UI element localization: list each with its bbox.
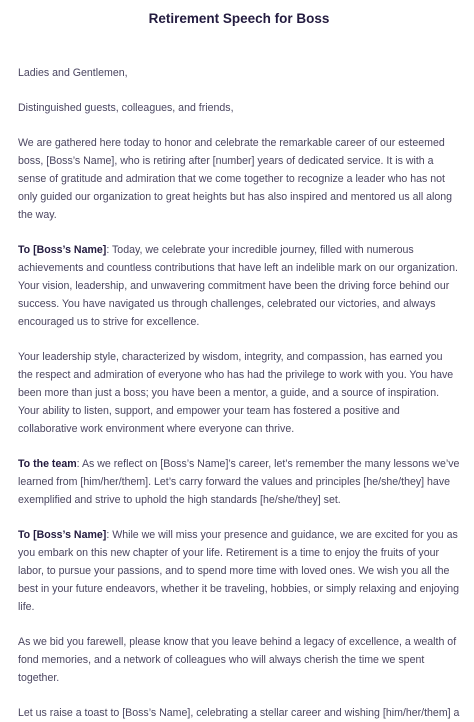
farewell-paragraph: As we bid you farewell, please know that you leave behind a legacy of excellence, a wealth of fond memories, and a network of colleagues who will always cherish the time we spent together. <box>18 636 457 684</box>
intro-paragraph: We are gathered here today to honor and celebrate the remarkable career of our esteemed boss, [Boss’s Name], who is retiring after [number] years of dedicated service. It is with a sense of gratitude and admiration that we come together to recognize a leader who has not only guided our organization to great heights but has also inspired and mentored us all along the way. <box>18 137 453 221</box>
boss-retirement-lead: To [Boss’s Name] <box>18 529 107 541</box>
leadership-paragraph: Your leadership style, characterized by wisdom, integrity, and compassion, has earned you the respect and admiration of everyone who has had the privilege to work with you. You have been more than just a boss; you have been a mentor, a guide, and a source of inspiration. Your ability to listen, support, and empower your team has fostered a positive and collaborative work environment where everyone can thrive. <box>18 351 454 435</box>
team-paragraph-text: : As we reflect on [Boss’s Name]’s career, let’s remember the many lessons we’ve learned from [him/her/them]. Let’s carry forward the values and principles [he/she/they] have exemplified and strive to uphold the high standards [he/she/they] set. <box>18 458 460 506</box>
boss-retirement-paragraph <box>18 526 460 616</box>
boss-paragraph-lead: To [Boss’s Name] <box>18 244 107 256</box>
team-paragraph <box>18 455 460 509</box>
team-paragraph-lead: To the team <box>18 458 77 470</box>
document-title: Retirement Speech for Boss <box>148 11 330 26</box>
toast-paragraph: Let us raise a toast to [Boss’s Name], celebrating a stellar career and wishing [him/her/them] a <box>18 707 460 719</box>
salutation-guests: Distinguished guests, colleagues, and friends, <box>18 102 234 114</box>
boss-paragraph <box>18 241 460 331</box>
salutation-ladies: Ladies and Gentlemen, <box>18 67 128 79</box>
boss-retirement-text: : While we will miss your presence and guidance, we are excited for you as you embark on this new chapter of your life. Retirement is a time to enjoy the fruits of your labor, to pursue your passions, and to spend more time with loved ones. We wish you all the best in your future endeavors, whether it be traveling, hobbies, or simply relaxing and enjoying life. <box>18 529 460 613</box>
boss-paragraph-text: : Today, we celebrate your incredible journey, filled with numerous achievements and countless contributions that have left an indelible mark on our organization. Your vision, leadership, and unwavering commitment have been the driving force behind our success. You have navigated us through challenges, celebrated our victories, and always encouraged us to strive for excellence. <box>18 244 458 328</box>
